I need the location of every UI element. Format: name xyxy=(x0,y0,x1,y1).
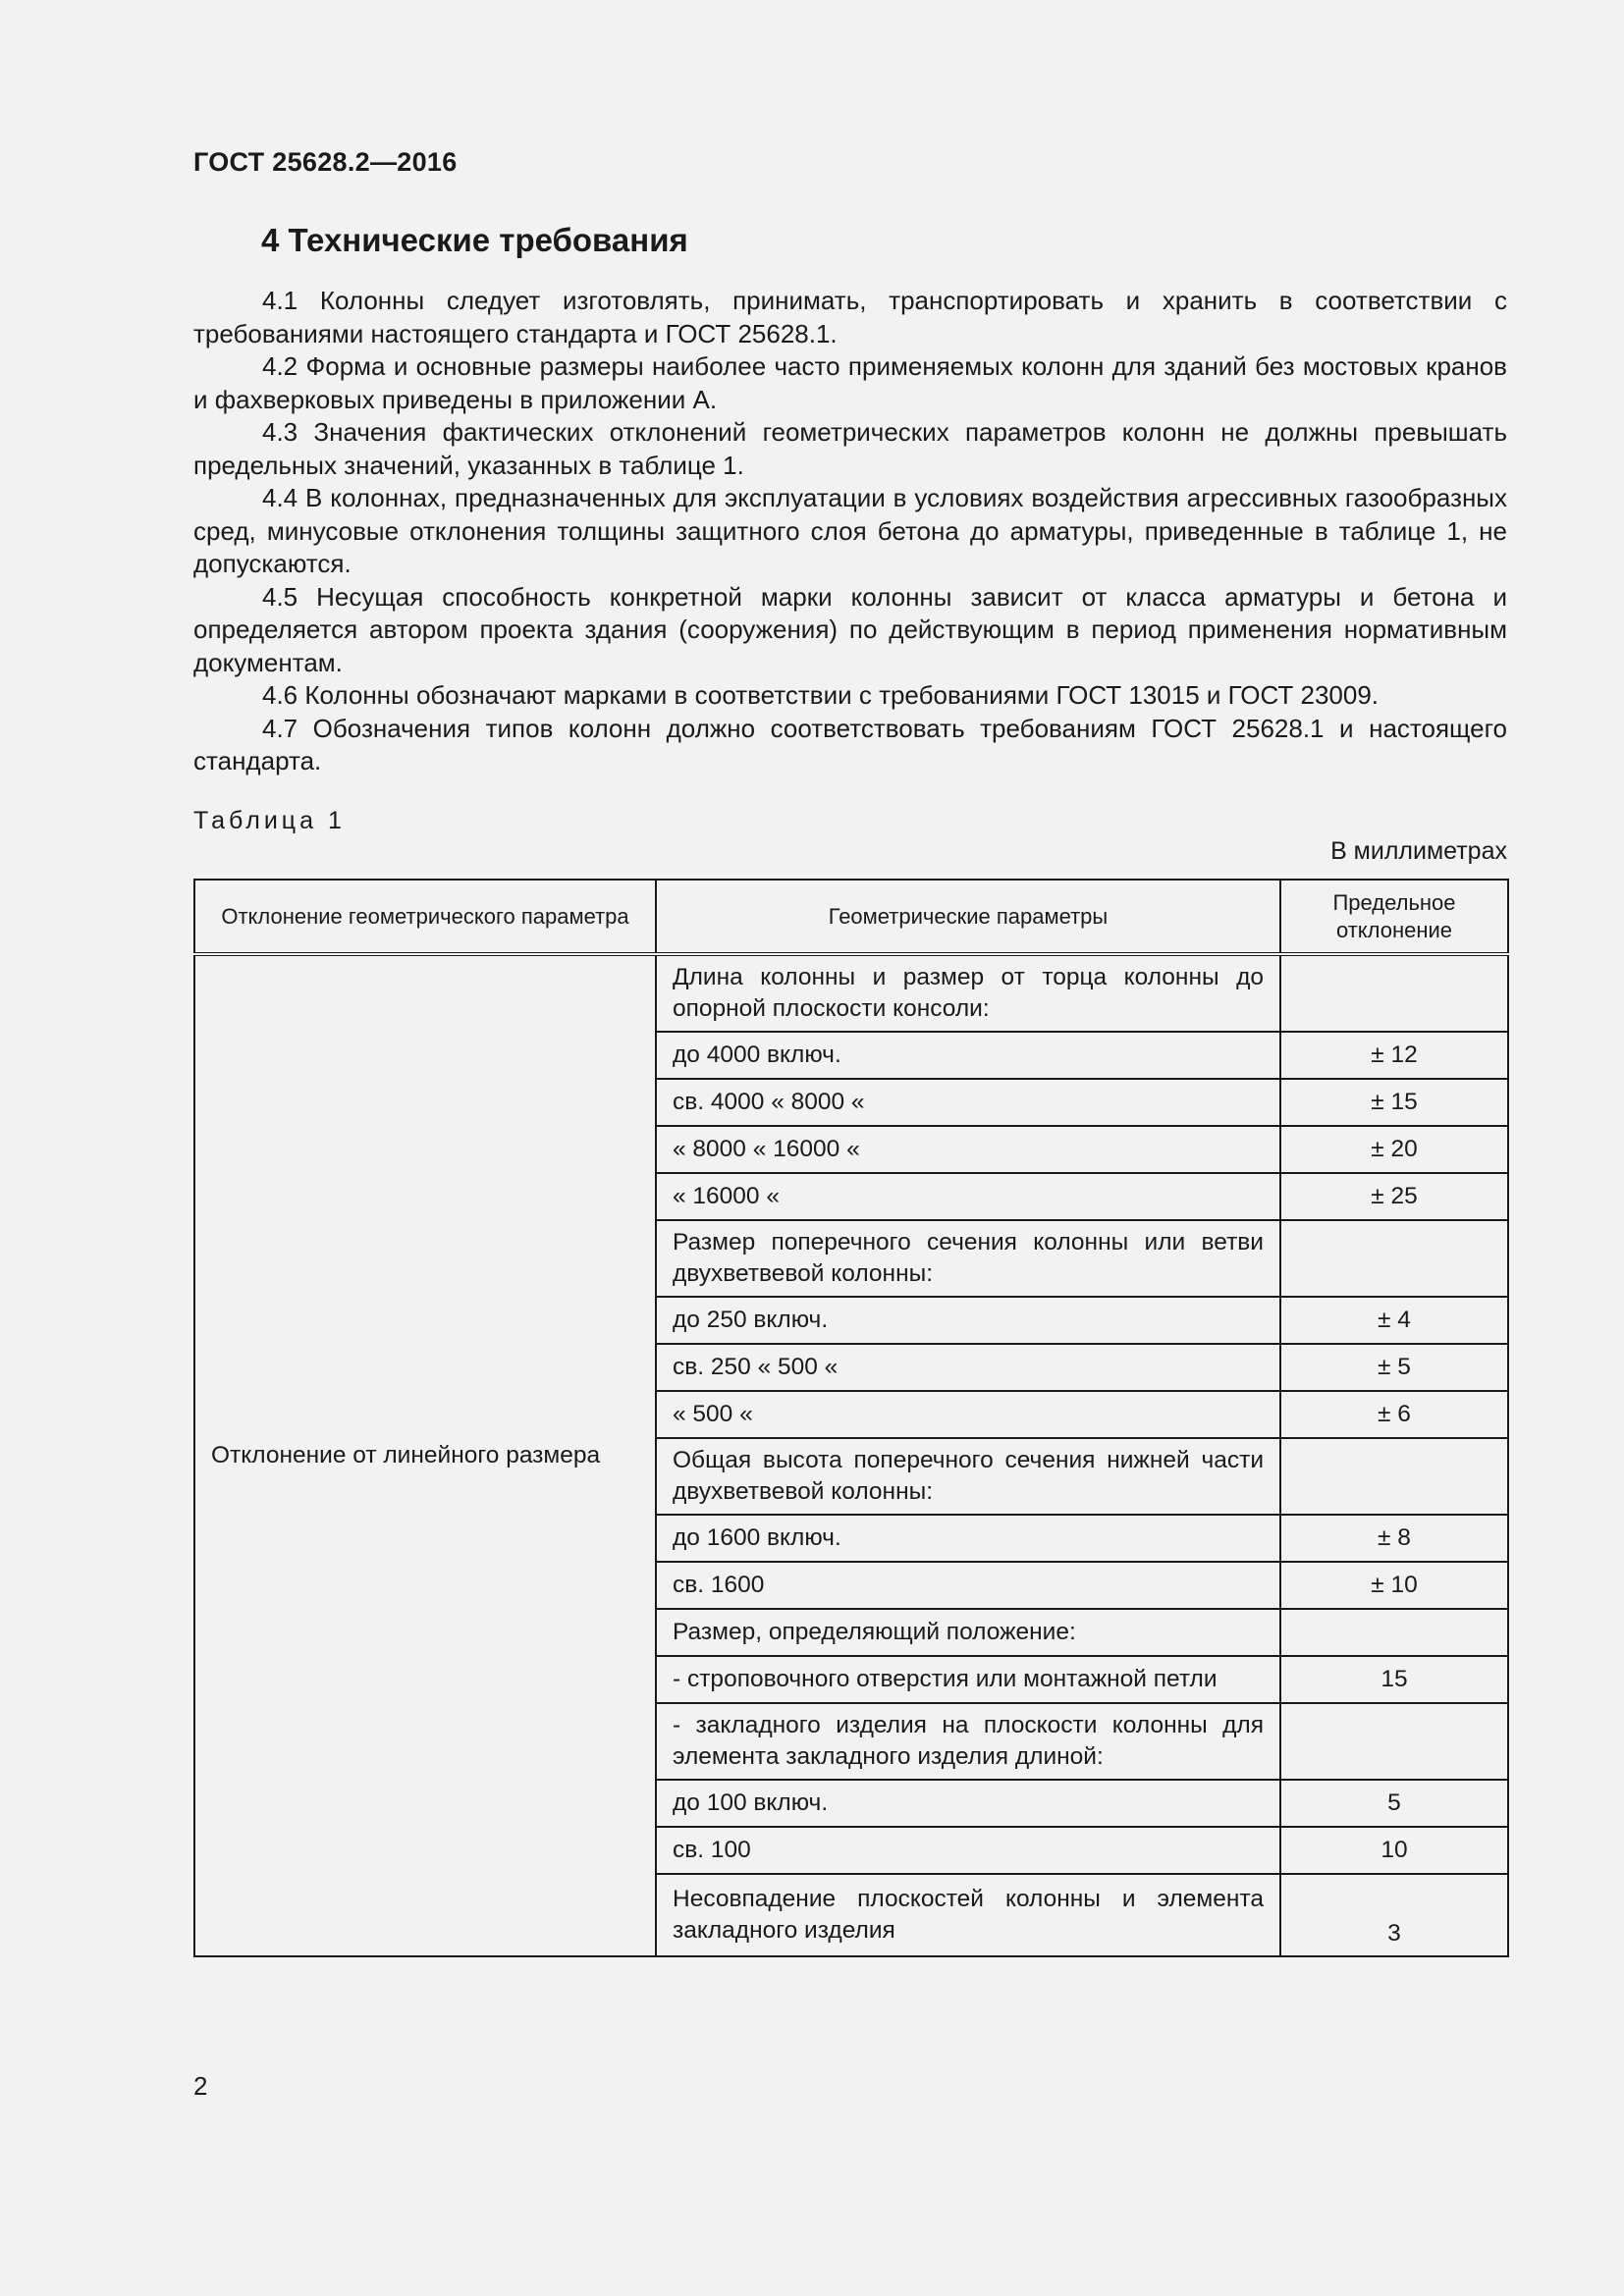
limit-cell: ± 12 xyxy=(1280,1032,1508,1079)
page-number: 2 xyxy=(193,2071,208,2101)
table-units: В миллиметрах xyxy=(1330,837,1507,865)
param-cell: « 500 « xyxy=(656,1391,1280,1438)
param-cell: Длина колонны и размер от торца колонны до опорной плоскости консоли: xyxy=(656,954,1280,1032)
param-cell: « 8000 « 16000 « xyxy=(656,1126,1280,1173)
paragraph-4-5: 4.5 Несущая способность конкретной марки колонны зависит от класса арматуры и бетона и определяется автором проекта здания (сооружения) по действующим в период применения нормативным документам. xyxy=(193,581,1507,677)
deviation-table xyxy=(193,879,1509,1957)
limit-cell: ± 4 xyxy=(1280,1297,1508,1344)
deviation-type-cell: Отклонение от линейного размера xyxy=(194,954,656,1956)
param-cell: св. 100 xyxy=(656,1827,1280,1874)
limit-cell xyxy=(1280,954,1508,1032)
limit-cell: 15 xyxy=(1280,1656,1508,1703)
paragraph-4-6: 4.6 Колонны обозначают марками в соответствии с требованиями ГОСТ 13015 и ГОСТ 23009. xyxy=(262,680,1380,710)
section-title: 4 Технические требования xyxy=(261,222,688,258)
limit-cell xyxy=(1280,1609,1508,1656)
header-deviation-type: Отклонение геометрического параметра xyxy=(194,880,656,954)
header-limit: Предельное отклонение xyxy=(1280,880,1508,954)
limit-cell: ± 15 xyxy=(1280,1079,1508,1126)
param-cell: до 100 включ. xyxy=(656,1780,1280,1827)
param-cell: до 4000 включ. xyxy=(656,1032,1280,1079)
param-cell: « 16000 « xyxy=(656,1173,1280,1220)
param-cell: св. 4000 « 8000 « xyxy=(656,1079,1280,1126)
param-cell: - закладного изделия на плоскости колонны для элемента закладного изделия длиной: xyxy=(656,1703,1280,1780)
param-cell: Общая высота поперечного сечения нижней части двухветвевой колонны: xyxy=(656,1438,1280,1515)
paragraph-4-4: 4.4 В колоннах, предназначенных для эксплуатации в условиях воздействия агрессивных газообразных сред, минусовые отклонения толщины защитного слоя бетона до арматуры, приведенные в таблице 1, не допускаются. xyxy=(193,483,1507,578)
limit-cell: ± 20 xyxy=(1280,1126,1508,1173)
limit-cell: 10 xyxy=(1280,1827,1508,1874)
paragraph-4-1: 4.1 Колонны следует изготовлять, принимать, транспортировать и хранить в соответствии с требованиями настоящего стандарта и ГОСТ 25628.1. xyxy=(193,286,1507,348)
table-row xyxy=(194,954,1508,1032)
param-cell: св. 250 « 500 « xyxy=(656,1344,1280,1391)
param-cell: до 1600 включ. xyxy=(656,1515,1280,1562)
param-cell: св. 1600 xyxy=(656,1562,1280,1609)
table-caption: Таблица 1 xyxy=(193,807,346,834)
limit-cell: 3 xyxy=(1280,1874,1508,1956)
limit-cell: ± 5 xyxy=(1280,1344,1508,1391)
document-code-header: ГОСТ 25628.2—2016 xyxy=(193,147,458,177)
limit-cell: ± 8 xyxy=(1280,1515,1508,1562)
param-cell: Размер поперечного сечения колонны или ветви двухветвевой колонны: xyxy=(656,1220,1280,1297)
paragraph-4-3: 4.3 Значения фактических отклонений геометрических параметров колонн не должны превышать предельных значений, указанных в таблице 1. xyxy=(193,417,1507,480)
limit-cell: 5 xyxy=(1280,1780,1508,1827)
header-parameters: Геометрические параметры xyxy=(656,880,1280,954)
paragraph-4-2: 4.2 Форма и основные размеры наиболее часто применяемых колонн для зданий без мостовых кранов и фахверковых приведены в приложении А. xyxy=(193,351,1507,414)
limit-cell: ± 6 xyxy=(1280,1391,1508,1438)
limit-cell: ± 25 xyxy=(1280,1173,1508,1220)
param-cell: до 250 включ. xyxy=(656,1297,1280,1344)
param-cell: Размер, определяющий положение: xyxy=(656,1609,1280,1656)
limit-cell: ± 10 xyxy=(1280,1562,1508,1609)
section-body xyxy=(193,285,1507,778)
param-cell: Несовпадение плоскостей колонны и элемента закладного изделия xyxy=(656,1874,1280,1956)
paragraph-4-7: 4.7 Обозначения типов колонн должно соответствовать требованиям ГОСТ 25628.1 и настоящего стандарта. xyxy=(193,713,1507,775)
param-cell: - строповочного отверстия или монтажной петли xyxy=(656,1656,1280,1703)
table-header-row xyxy=(194,880,1508,954)
limit-cell xyxy=(1280,1220,1508,1297)
limit-cell xyxy=(1280,1703,1508,1780)
limit-cell xyxy=(1280,1438,1508,1515)
